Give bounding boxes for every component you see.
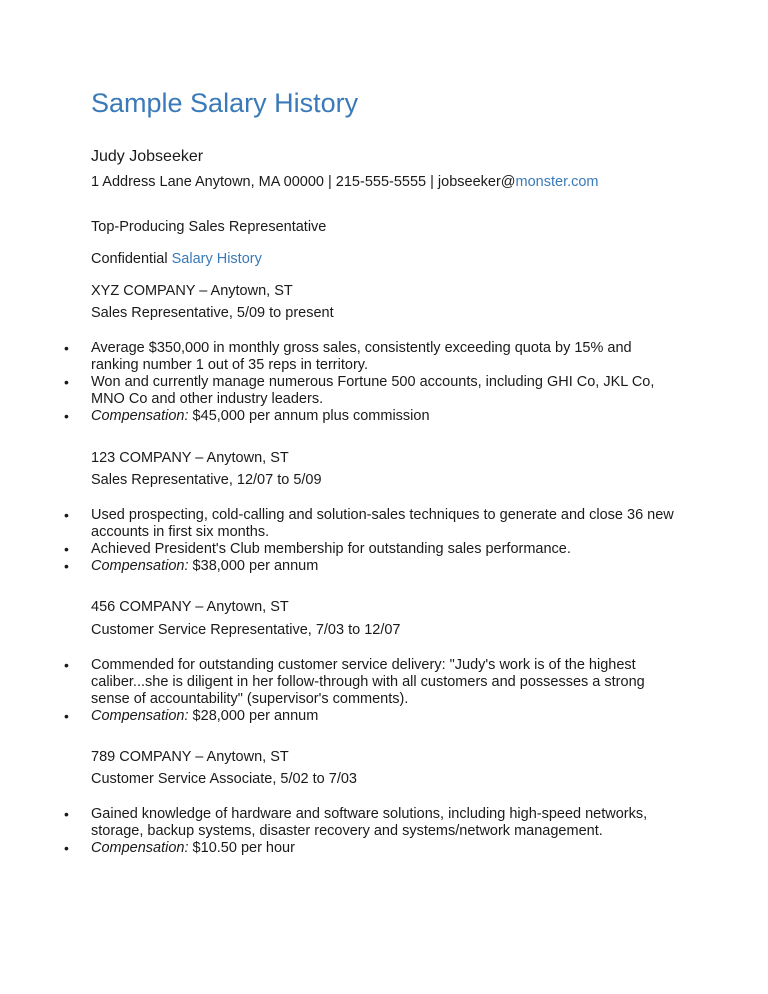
confidential-text: Confidential (91, 251, 172, 267)
job-bullets (62, 507, 682, 575)
compensation-item (62, 840, 682, 857)
compensation-item (62, 708, 682, 725)
compensation-label: Compensation: (91, 558, 189, 574)
job-role: Customer Service Representative, 7/03 to 12/07 (91, 622, 401, 638)
list-item: • Used prospecting, cold-calling and solution-sales techniques to generate and close 36 new accounts in first six months. (62, 507, 682, 541)
compensation-value: $28,000 per annum (188, 708, 319, 724)
compensation-value: $38,000 per annum (188, 558, 319, 574)
page-title: Sample Salary History (91, 88, 359, 118)
job-company: 789 COMPANY – Anytown, ST (91, 749, 289, 765)
email-domain-link[interactable]: monster.com (515, 174, 599, 190)
compensation-value: $45,000 per annum plus commission (188, 408, 430, 424)
objective: Top-Producing Sales Representative (91, 219, 327, 235)
applicant-name: Judy Jobseeker (91, 148, 204, 165)
job-role: Customer Service Associate, 5/02 to 7/03 (91, 771, 357, 787)
job-company: 123 COMPANY – Anytown, ST (91, 450, 289, 466)
list-item: • Achieved President's Club membership for outstanding sales performance. (62, 541, 682, 558)
list-item: • Commended for outstanding customer service delivery: "Judy's work is of the highest caliber...she is diligent in her follow-through with all customers and possesses a strong sense of accountability" (supervisor's comments). (62, 657, 682, 708)
compensation-label: Compensation: (91, 408, 189, 424)
job-role: Sales Representative, 12/07 to 5/09 (91, 472, 322, 488)
job-bullets (62, 657, 682, 725)
compensation-item (62, 408, 682, 425)
job-role: Sales Representative, 5/09 to present (91, 305, 334, 321)
job-bullets (62, 806, 682, 857)
job-company: XYZ COMPANY – Anytown, ST (91, 283, 293, 299)
list-item: • Average $350,000 in monthly gross sales, consistently exceeding quota by 15% and ranking number 1 out of 35 reps in territory. (62, 340, 682, 374)
job-bullets (62, 340, 682, 425)
compensation-label: Compensation: (91, 708, 189, 724)
compensation-value: $10.50 per hour (188, 840, 295, 856)
contact-text: 1 Address Lane Anytown, MA 00000 | 215-555-5555 | jobseeker@ (91, 174, 516, 190)
salary-history-link[interactable]: Salary History (171, 251, 262, 267)
list-item: • Gained knowledge of hardware and software solutions, including high-speed networks, storage, backup systems, disaster recovery and systems/network management. (62, 806, 682, 840)
compensation-item (62, 558, 682, 575)
list-item: • Won and currently manage numerous Fortune 500 accounts, including GHI Co, JKL Co, MNO Co and other industry leaders. (62, 374, 682, 408)
confidential-line (91, 251, 262, 267)
job-company: 456 COMPANY – Anytown, ST (91, 599, 289, 615)
contact-line (91, 174, 599, 190)
compensation-label: Compensation: (91, 840, 189, 856)
